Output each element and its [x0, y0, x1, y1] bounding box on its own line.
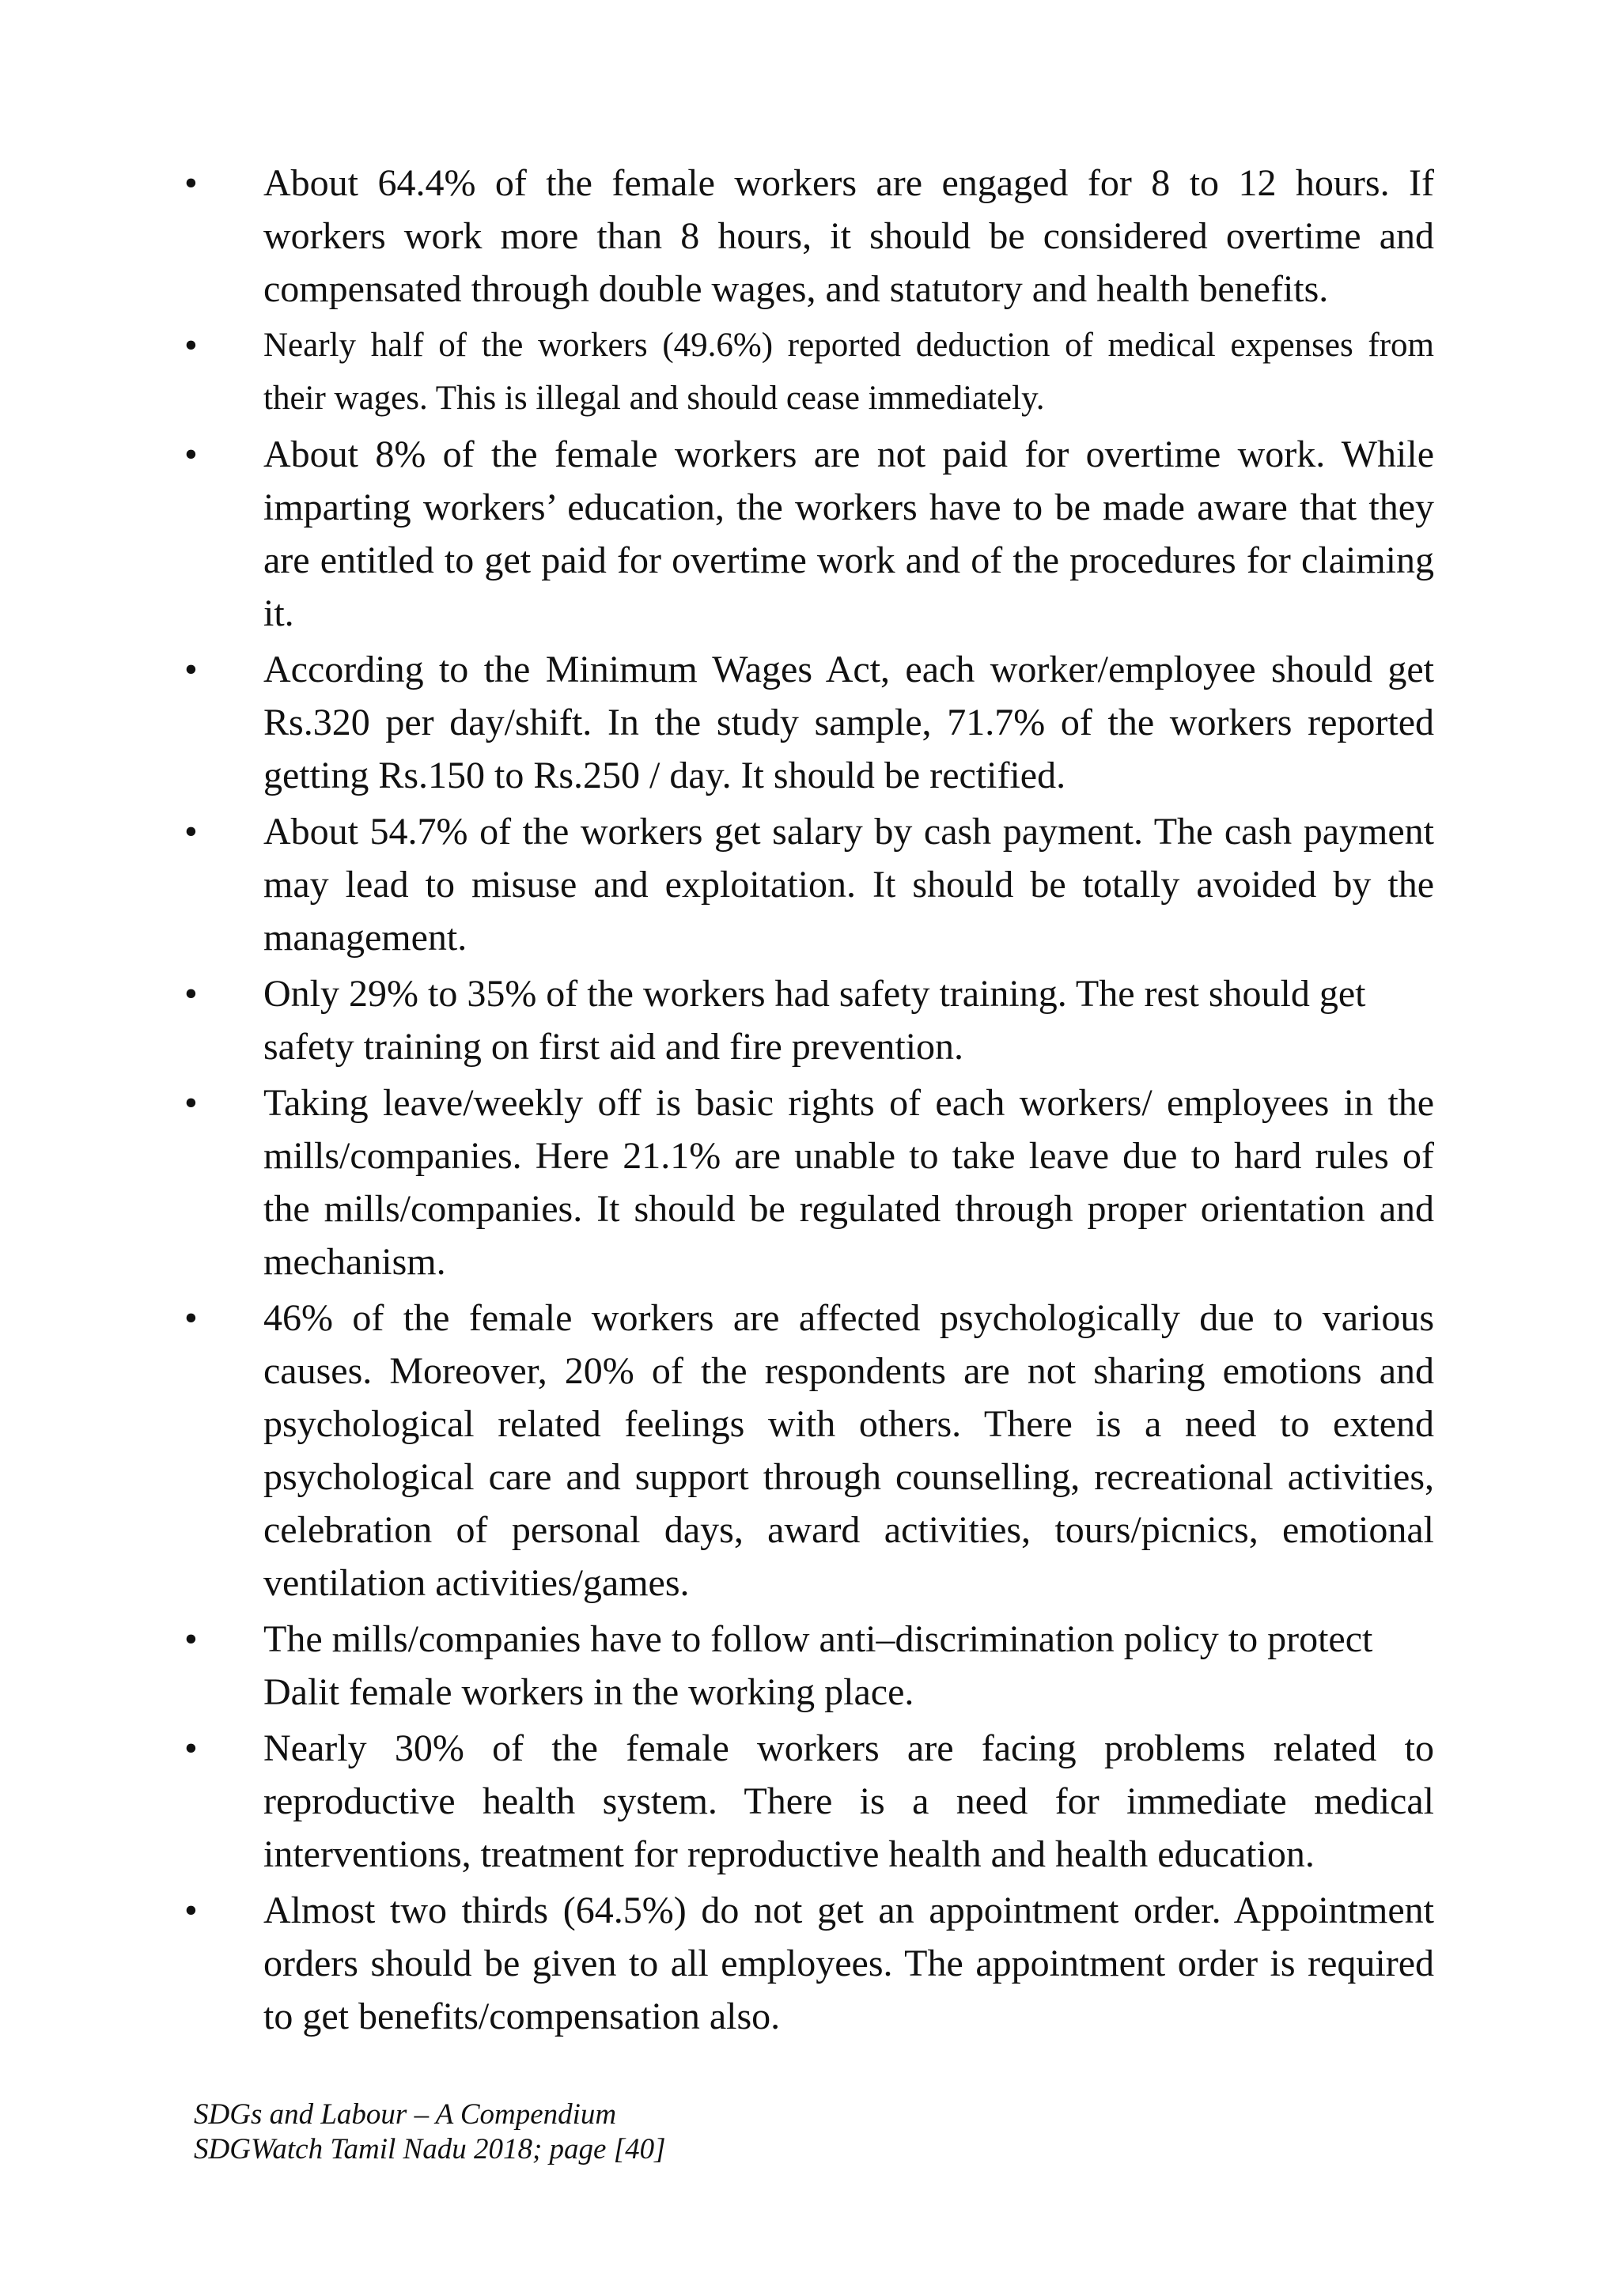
list-item — [184, 157, 1434, 316]
list-item-text: 46% of the female workers are affected psychologically due to various causes. Moreover, 20% of the respondents are not sharing emotions and psychological related feelings with others. There is a need to extend psychological care and support through counselling, recreational activities, celebration of personal days, award activities, tours/picnics, emotional ventilation activities/games. — [263, 1297, 1434, 1604]
bullet-icon: • — [184, 324, 198, 366]
bullet-icon: • — [184, 1082, 198, 1124]
bullet-icon: • — [184, 973, 198, 1015]
recommendations-list — [184, 157, 1434, 2046]
list-item — [184, 967, 1434, 1073]
list-item-text: The mills/companies have to follow anti–discrimination policy to protect Dalit female workers in the working place. — [263, 1618, 1373, 1713]
list-item — [184, 1076, 1434, 1288]
list-item — [184, 1722, 1434, 1881]
list-item-text: About 64.4% of the female workers are engaged for 8 to 12 hours. If workers work more than 8 hours, it should be considered overtime and compensated through double wages, and statutory and health benefits. — [263, 162, 1434, 310]
list-item-text: Taking leave/weekly off is basic rights of each workers/ employees in the mills/companies. Here 21.1% are unable to take leave due to hard rules of the mills/companies. It should be regulated through proper orientation and mechanism. — [263, 1082, 1434, 1283]
list-item — [184, 319, 1434, 425]
bullet-icon: • — [184, 811, 198, 853]
list-item-text: Nearly 30% of the female workers are facing problems related to reproductive health system. There is a need for immediate medical interventions, treatment for reproductive health and health education. — [263, 1727, 1434, 1875]
list-item — [184, 643, 1434, 802]
bullet-icon: • — [184, 649, 198, 690]
list-item-text: Nearly half of the workers (49.6%) reported deduction of medical expenses from their wages. This is illegal and should cease immediately. — [263, 327, 1434, 417]
list-item-text: Almost two thirds (64.5%) do not get an appointment order. Appointment orders should be given to all employees. The appointment order is required to get benefits/compensation also. — [263, 1889, 1434, 2037]
page-footer — [194, 2097, 666, 2167]
footer-page-reference: SDGWatch Tamil Nadu 2018; page [40] — [194, 2133, 666, 2166]
bullet-icon: • — [184, 162, 198, 204]
bullet-icon: • — [184, 1297, 198, 1339]
list-item — [184, 1884, 1434, 2043]
list-item — [184, 1613, 1434, 1719]
bullet-icon: • — [184, 1618, 198, 1660]
list-item-text: About 54.7% of the workers get salary by cash payment. The cash payment may lead to misuse and exploitation. It should be totally avoided by the management. — [263, 811, 1434, 959]
list-item — [184, 1292, 1434, 1609]
list-item — [184, 428, 1434, 640]
list-item-text: Only 29% to 35% of the workers had safety training. The rest should get safety training on first aid and fire prevention. — [263, 973, 1366, 1068]
list-item-text: About 8% of the female workers are not paid for overtime work. While imparting workers’ education, the workers have to be made aware that they are entitled to get paid for overtime work and of the procedures for claiming it. — [263, 433, 1434, 634]
list-item-text: According to the Minimum Wages Act, each worker/employee should get Rs.320 per day/shift. In the study sample, 71.7% of the workers reported getting Rs.150 to Rs.250 / day. It should be rectified. — [263, 649, 1434, 796]
footer-publication-title: SDGs and Labour – A Compendium — [194, 2098, 617, 2131]
bullet-icon: • — [184, 1889, 198, 1931]
bullet-icon: • — [184, 1727, 198, 1769]
bullet-icon: • — [184, 433, 198, 475]
list-item — [184, 805, 1434, 964]
